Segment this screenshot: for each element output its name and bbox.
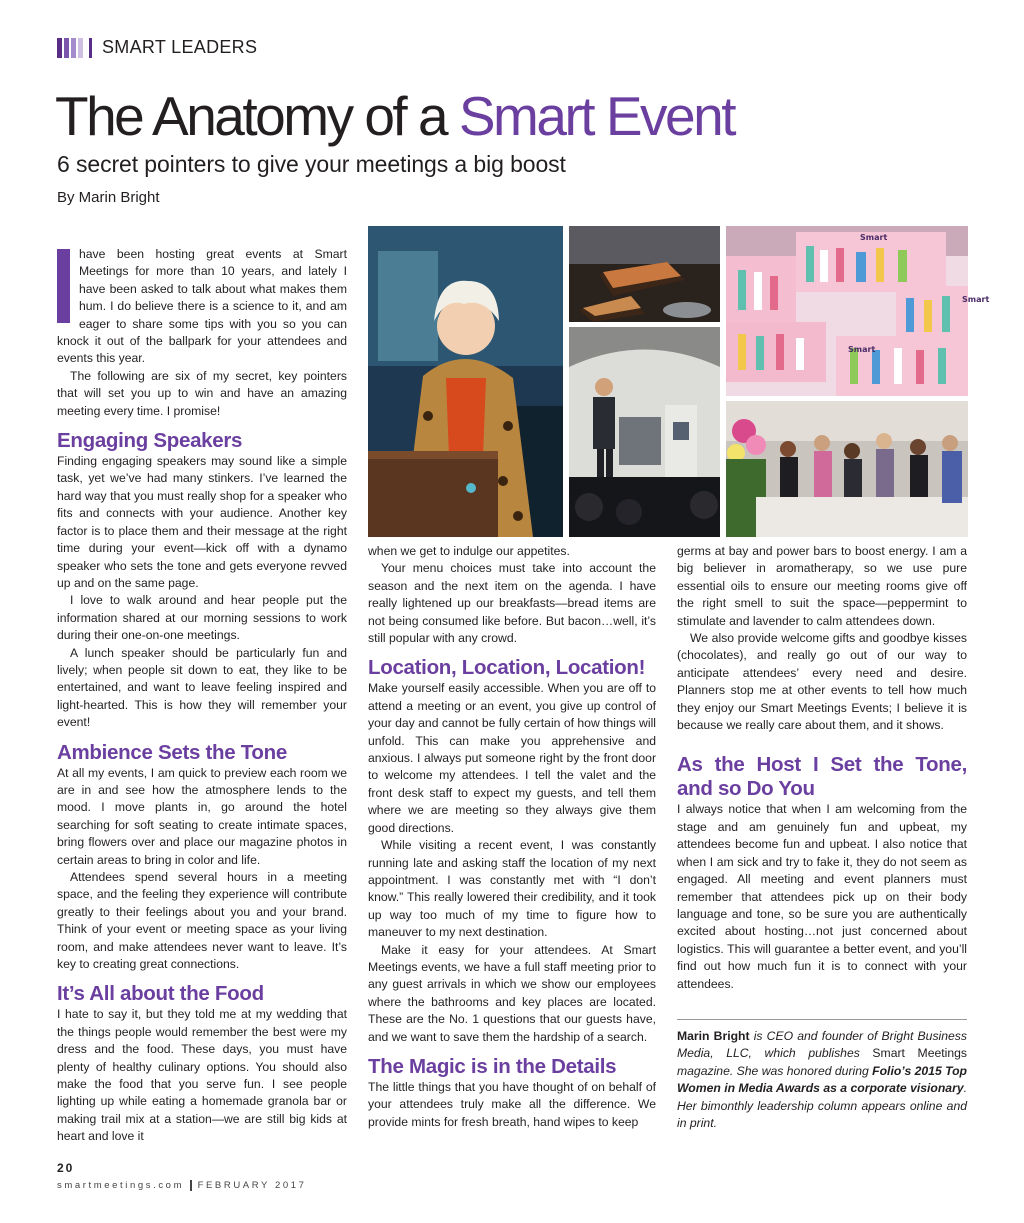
page-number: 20 [57, 1161, 75, 1175]
food-paragraph-1-continued: when we get to indulge our appetites. [368, 544, 570, 558]
byline: By Marin Bright [57, 189, 160, 206]
footer [57, 1180, 307, 1191]
gift-box-label-2: Smart [962, 295, 990, 304]
title-part-1: The Anatomy of a [55, 85, 459, 147]
kicker-bars-icon [57, 38, 94, 58]
heading-food: It’s All about the Food [57, 982, 264, 1006]
ambience-paragraph-2: Attendees spend several hours in a meeting space, and the feeling they experience will contribute greatly to their feelings about you and your brand. Think of your event or meeting space as your living room, and make attendees never want to leave. It’s key to creating great connections. [57, 870, 347, 972]
article-subtitle: 6 secret pointers to give your meetings a big boost [57, 151, 566, 177]
footer-issue: FEBRUARY 2017 [197, 1180, 307, 1192]
host-paragraph-1: I always notice that when I am welcoming from the stage and am genuinely fun and upbeat, my attendees become fun and upbeat. I also notice that when I am sick and try to fake it, they do not seem as engaged. All meeting and event planners must remember that attendees pick up on their body language and tone, so be sure you are authentically excited about hosting…not just concerned about logistics. This will guarantee a better event, and you’ll find out how much fun it is to connect with your attendees. [677, 802, 967, 991]
details-paragraph-1: The little things that you have thought of on behalf of your attendees truly make all the difference. We provide mints for fresh breath, hand wipes to keep [368, 1079, 656, 1129]
heading-engaging-speakers: Engaging Speakers [57, 429, 243, 453]
footer-divider [190, 1180, 192, 1191]
photo-food [569, 226, 720, 322]
location-paragraph-2: While visiting a recent event, I was constantly running late and asking staff the location of my next appointment. I was constantly met with “I don’t know.” This really lowered their credibility, and it took up way too much of my time to figure how to maneuver to my next destination. [368, 838, 656, 940]
kicker-label: SMART LEADERS [102, 37, 258, 57]
food-paragraph-2: Your menu choices must take into account the season and the next item on the agenda. I have really lightened up our breakfasts—bread items are not being consumed like before. But bacon…well, it’s still popular with any crowd. [368, 561, 656, 646]
column-3 [677, 543, 967, 993]
location-paragraph-3: Make it easy for your attendees. At Smart Meetings events, we have a full staff meeting prior to any guest arrivals in which we show our employees where the bathrooms and key places are located. These are the No. 1 questions that our guests have, and we want to save them the hardship of a search. [368, 942, 656, 1044]
author-bio [677, 1028, 967, 1132]
speakers-paragraph-3: A lunch speaker should be particularly fun and lively; when people sit down to eat, they like to be entertained, and want to leave feeling inspired and light-hearted. This is how they will remember your event! [57, 645, 347, 730]
title-part-2: Smart Event [458, 85, 734, 147]
photo-gifts [726, 226, 990, 396]
intro-paragraph-1: have been hosting great events at Smart Meetings for more than 10 years, and lately I have been asked to talk about what makes them hum. I do believe there is a science to it, and am eager to share some tips with you so you can knock it out of the ballpark for your attendees and events this year. [57, 247, 347, 366]
gift-box-label-1: Smart [860, 233, 888, 242]
food-paragraph-1: I hate to say it, but they told me at my wedding that the things people would remember the best were my dress and the food. These days, you must have plenty of healthy culinary options. You should also make the food that you serve fun. I see people lighting up while eating a homemade granola bar or making trail mix at a station—we are still big kids at heart and love it [57, 1007, 347, 1144]
bio-text-2: magazine. She was honored during [677, 1063, 873, 1078]
details-paragraph-1-continued: germs at bay and power bars to boost energy. I am a big believer in aromatherapy, so we use pure essential oils to ensure our meeting rooms give off the right smell to suit the space—peppermint to stimulate and lavender to calm attendees down. [677, 544, 967, 628]
bio-text-1: is CEO and founder of Bright Business Media, LLC, which publishes [677, 1029, 967, 1061]
photo-stage [569, 327, 720, 537]
bio-text-3: . Her bimonthly leadership column appears online and in print. [677, 1081, 967, 1131]
speakers-paragraph-2: I love to walk around and hear people put the information shared at our morning sessions to work during their one-on-one meetings. [57, 593, 347, 643]
bio-divider [677, 1019, 967, 1020]
heading-details: The Magic is in the Details [368, 1054, 617, 1078]
footer-site: smartmeetings.com [57, 1180, 185, 1192]
location-paragraph-1: Make yourself easily accessible. When you are off to attend a meeting or an event, you give up control of your day and cannot be fully certain of how things will unfold. This can make you apprehensive and anxious. I always put someone right by the front door to welcome my attendees. I tell the valet and the front desk staff to expect my guests, and tell them where we are meeting so they always give them good directions. [368, 681, 656, 835]
bio-publication: Smart Meetings [872, 1046, 967, 1061]
heading-ambience: Ambience Sets the Tone [57, 740, 287, 764]
bio-name: Marin Bright [677, 1029, 750, 1043]
drop-cap [57, 249, 70, 323]
column-1 [57, 246, 347, 1146]
photo-speaker [368, 226, 563, 537]
bio-award: Folio’s 2015 Top Women in Media Awards as a corporate visionary [677, 1063, 968, 1096]
heading-location: Location, Location, Location! [368, 656, 646, 680]
photo-crowd [726, 401, 968, 537]
article-title [55, 86, 734, 147]
speakers-paragraph-1: Finding engaging speakers may sound like a simple task, yet we’ve had many stinkers. I’ve learned the hard way that you must really shop for a speaker who fits and connects with your audience. Another key factor is to place them and their message at the right time during your event—kick off with a dynamo speaker who sets the tone and gets everyone revved up and on the same page. [57, 454, 347, 590]
details-paragraph-2: We also provide welcome gifts and goodbye kisses (chocolates), and really go out of our way to anticipate attendees’ every need and desire. Planners stop me at other events to tell how much they enjoy our Smart Meetings Events; I believe it is because we really care about them, and it shows. [677, 631, 967, 733]
intro-paragraph-2: The following are six of my secret, key pointers that will set you up to win and have an amazing meeting every time. I promise! [57, 368, 347, 418]
column-2 [368, 543, 656, 1131]
ambience-paragraph-1: At all my events, I am quick to preview each room we are in and see how the atmosphere lends to the mood. I move plants in, go around the hotel searching for soft seating to create intimate spaces, bring flowers over and place our magazine photos in certain areas to bring in color and life. [57, 765, 347, 867]
section-kicker [57, 37, 257, 58]
gift-box-label-3: Smart [848, 345, 876, 354]
heading-host: As the Host I Set the Tone, and so Do You [677, 753, 967, 801]
